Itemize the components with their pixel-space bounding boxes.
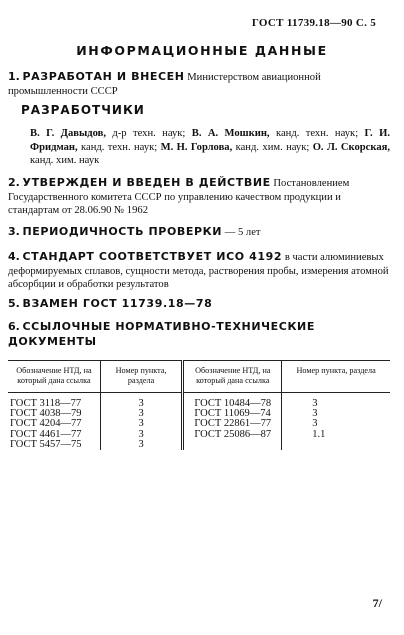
table-header: Обозначение НТД, на который дана ссылка	[183, 361, 282, 393]
page-title: ИНФОРМАЦИОННЫЕ ДАННЫЕ	[76, 43, 328, 58]
item-6	[8, 320, 390, 349]
item-5	[8, 297, 390, 312]
developers-heading: РАЗРАБОТЧИКИ	[21, 103, 145, 117]
table-cell: 3	[100, 393, 182, 410]
developers-list	[30, 127, 390, 168]
table-cell: 3	[100, 430, 182, 440]
references-table	[8, 360, 390, 450]
item-1	[8, 70, 390, 98]
developer-name: М. Н. Горлова,	[160, 141, 233, 153]
developer-title: д-р техн. наук;	[106, 128, 192, 139]
item-text: Постановлением Государственного комитета СССР по управлению качеством продукции и стандартам от 28.06.90 № 1962	[8, 178, 350, 216]
page-number: 7/	[372, 596, 382, 610]
item-number: 6.	[8, 320, 20, 333]
item-caption: ВЗАМЕН ГОСТ 11739.18—78	[22, 297, 213, 310]
table-cell: ГОСТ 3118—77	[10, 398, 82, 409]
table-row	[8, 393, 390, 410]
table-cell	[282, 440, 390, 450]
table-cell: 3	[282, 409, 390, 419]
item-caption: ССЫЛОЧНЫЕ НОРМАТИВНО-ТЕХНИЧЕСКИЕ ДОКУМЕНТЫ	[8, 320, 315, 348]
item-caption: УТВЕРЖДЕН И ВВЕДЕН В ДЕЙСТВИЕ	[22, 176, 271, 189]
table-cell: 3	[100, 409, 182, 419]
developer-name: В. Г. Давыдов,	[30, 128, 106, 139]
table-cell: 3	[100, 419, 182, 429]
item-caption: ПЕРИОДИЧНОСТЬ ПРОВЕРКИ	[22, 225, 223, 238]
developer-title: канд. хим. наук;	[232, 141, 313, 153]
developer-name: Г. И. Фридман,	[30, 128, 390, 153]
table-cell: ГОСТ 10484—78	[183, 393, 282, 410]
item-number: 5.	[8, 297, 20, 310]
item-text: в части алюминиевых деформируемых сплавов, сущности метода, растворения пробы, измерения атомной абсорбции и обработки результатов	[8, 252, 389, 290]
table-cell: ГОСТ 4204—77	[10, 418, 82, 430]
table-cell: ГОСТ 22861—77	[183, 419, 282, 429]
item-caption: РАЗРАБОТАН И ВНЕСЕН	[22, 70, 185, 83]
item-2	[8, 176, 390, 218]
developer-title: канд. техн. наук;	[77, 141, 161, 153]
table-header: Обозначение НТД, на который дана ссылка	[8, 361, 100, 393]
item-number: 2.	[8, 176, 20, 189]
table-cell: ГОСТ 4038—79	[10, 408, 82, 420]
developer-name: О. Л. Скорская,	[312, 141, 390, 153]
table-cell: ГОСТ 4461—77	[10, 428, 82, 440]
table-header: Номер пункта, раздела	[282, 361, 390, 393]
table-cell	[183, 440, 282, 450]
developer-title: канд. хим. наук	[30, 155, 100, 166]
item-3	[8, 225, 390, 240]
item-4	[8, 250, 390, 292]
table-cell: 1.1	[282, 430, 390, 440]
table-cell: 3	[100, 440, 182, 450]
item-text: — 5 лет	[224, 227, 261, 238]
table-header-row	[8, 361, 390, 393]
running-head: ГОСТ 11739.18—90 С. 5	[251, 17, 376, 29]
table-cell: ГОСТ 11069—74	[183, 409, 282, 419]
item-number: 1.	[8, 70, 20, 83]
table-cell: 3	[282, 393, 390, 410]
table-cell: ГОСТ 5457—75	[10, 438, 82, 450]
table-cell: ГОСТ 25086—87	[183, 430, 282, 440]
developer-name: В. А. Мошкин,	[191, 128, 270, 139]
table-row	[8, 440, 390, 450]
item-number: 3.	[8, 225, 20, 238]
table-cell: 3	[282, 419, 390, 429]
item-caption: СТАНДАРТ СООТВЕТСТВУЕТ ИСО 4192	[22, 250, 283, 263]
item-number: 4.	[8, 250, 20, 263]
table-header: Номер пункта, раздела	[100, 361, 182, 393]
developer-title: канд. техн. наук;	[269, 128, 365, 139]
item-text: Министерством авиационной промышленности СССР	[8, 72, 321, 97]
